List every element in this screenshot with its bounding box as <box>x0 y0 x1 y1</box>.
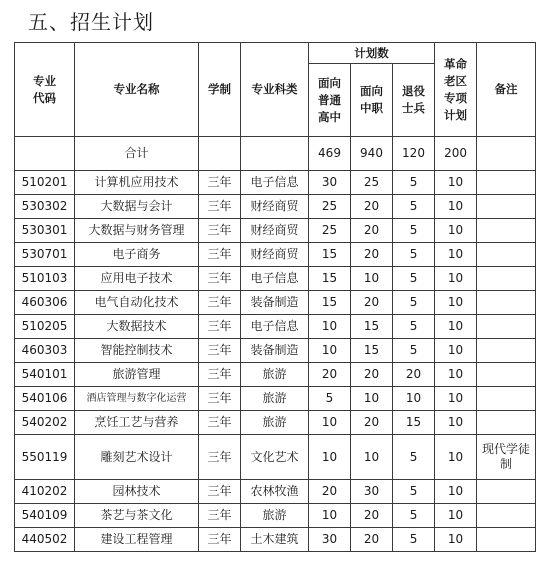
code-cell: 530701 <box>15 243 75 267</box>
name-cell: 旅游管理 <box>75 363 199 387</box>
vocational-cell: 20 <box>351 363 393 387</box>
note-cell <box>477 195 536 219</box>
note-cell <box>477 171 536 195</box>
code-cell: 530301 <box>15 219 75 243</box>
total-vocational: 940 <box>351 137 393 171</box>
veterans-cell: 5 <box>393 171 435 195</box>
category-cell: 装备制造 <box>241 339 309 363</box>
general-high-school-cell: 25 <box>309 195 351 219</box>
revolutionary-area-cell: 10 <box>435 528 477 552</box>
name-cell: 烹饪工艺与营养 <box>75 411 199 435</box>
vocational-cell: 15 <box>351 339 393 363</box>
general-high-school-cell: 25 <box>309 219 351 243</box>
veterans-cell: 5 <box>393 195 435 219</box>
duration-cell: 三年 <box>199 387 241 411</box>
general-high-school-cell: 10 <box>309 411 351 435</box>
name-cell: 酒店管理与数字化运营 <box>75 387 199 411</box>
general-high-school-cell: 10 <box>309 504 351 528</box>
vocational-cell: 30 <box>351 480 393 504</box>
general-high-school-cell: 10 <box>309 339 351 363</box>
header-category: 专业科类 <box>241 43 309 137</box>
name-cell: 智能控制技术 <box>75 339 199 363</box>
table-row <box>15 363 536 387</box>
table-row <box>15 435 536 480</box>
duration-cell: 三年 <box>199 291 241 315</box>
total-duration-cell <box>199 137 241 171</box>
veterans-cell: 5 <box>393 339 435 363</box>
duration-cell: 三年 <box>199 339 241 363</box>
vocational-cell: 20 <box>351 528 393 552</box>
duration-cell: 三年 <box>199 315 241 339</box>
header-duration: 学制 <box>199 43 241 137</box>
category-cell: 土木建筑 <box>241 528 309 552</box>
veterans-cell: 10 <box>393 387 435 411</box>
revolutionary-area-cell: 10 <box>435 219 477 243</box>
code-cell: 460306 <box>15 291 75 315</box>
revolutionary-area-cell: 10 <box>435 291 477 315</box>
revolutionary-area-cell: 10 <box>435 195 477 219</box>
veterans-cell: 5 <box>393 291 435 315</box>
revolutionary-area-cell: 10 <box>435 504 477 528</box>
duration-cell: 三年 <box>199 219 241 243</box>
vocational-cell: 20 <box>351 243 393 267</box>
code-cell: 540109 <box>15 504 75 528</box>
category-cell: 装备制造 <box>241 291 309 315</box>
code-cell: 510201 <box>15 171 75 195</box>
note-cell <box>477 504 536 528</box>
enrollment-plan-table <box>14 42 536 552</box>
revolutionary-area-cell: 10 <box>435 363 477 387</box>
general-high-school-cell: 10 <box>309 435 351 480</box>
table-row <box>15 480 536 504</box>
code-cell: 550119 <box>15 435 75 480</box>
table-row <box>15 528 536 552</box>
revolutionary-area-cell: 10 <box>435 435 477 480</box>
revolutionary-area-cell: 10 <box>435 387 477 411</box>
vocational-cell: 20 <box>351 504 393 528</box>
general-high-school-cell: 15 <box>309 243 351 267</box>
name-cell: 大数据与会计 <box>75 195 199 219</box>
total-category-cell <box>241 137 309 171</box>
table-row <box>15 411 536 435</box>
table-row <box>15 267 536 291</box>
veterans-cell: 5 <box>393 480 435 504</box>
note-cell <box>477 267 536 291</box>
duration-cell: 三年 <box>199 243 241 267</box>
duration-cell: 三年 <box>199 267 241 291</box>
note-cell: 现代学徒制 <box>477 435 536 480</box>
veterans-cell: 5 <box>393 219 435 243</box>
category-cell: 旅游 <box>241 363 309 387</box>
revolutionary-area-cell: 10 <box>435 171 477 195</box>
veterans-cell: 20 <box>393 363 435 387</box>
total-revolutionary-area: 200 <box>435 137 477 171</box>
category-cell: 电子信息 <box>241 171 309 195</box>
code-cell: 510205 <box>15 315 75 339</box>
total-general-high-school: 469 <box>309 137 351 171</box>
general-high-school-cell: 30 <box>309 171 351 195</box>
vocational-cell: 10 <box>351 387 393 411</box>
veterans-cell: 5 <box>393 243 435 267</box>
duration-cell: 三年 <box>199 435 241 480</box>
veterans-cell: 5 <box>393 504 435 528</box>
general-high-school-cell: 15 <box>309 267 351 291</box>
category-cell: 电子信息 <box>241 315 309 339</box>
duration-cell: 三年 <box>199 195 241 219</box>
general-high-school-cell: 5 <box>309 387 351 411</box>
veterans-cell: 5 <box>393 528 435 552</box>
name-cell: 计算机应用技术 <box>75 171 199 195</box>
note-cell <box>477 363 536 387</box>
code-cell: 540101 <box>15 363 75 387</box>
category-cell: 电子信息 <box>241 267 309 291</box>
table-row <box>15 504 536 528</box>
duration-cell: 三年 <box>199 171 241 195</box>
table-row <box>15 387 536 411</box>
category-cell: 文化艺术 <box>241 435 309 480</box>
category-cell: 旅游 <box>241 504 309 528</box>
vocational-cell: 20 <box>351 411 393 435</box>
total-code-cell <box>15 137 75 171</box>
code-cell: 410202 <box>15 480 75 504</box>
category-cell: 旅游 <box>241 387 309 411</box>
vocational-cell: 20 <box>351 291 393 315</box>
category-cell: 农林牧渔 <box>241 480 309 504</box>
name-cell: 园林技术 <box>75 480 199 504</box>
total-note-cell <box>477 137 536 171</box>
note-cell <box>477 291 536 315</box>
name-cell: 建设工程管理 <box>75 528 199 552</box>
total-label: 合计 <box>75 137 199 171</box>
total-row <box>15 137 536 171</box>
header-name: 专业名称 <box>75 43 199 137</box>
duration-cell: 三年 <box>199 504 241 528</box>
table-row <box>15 171 536 195</box>
duration-cell: 三年 <box>199 528 241 552</box>
name-cell: 大数据与财务管理 <box>75 219 199 243</box>
note-cell <box>477 387 536 411</box>
duration-cell: 三年 <box>199 411 241 435</box>
code-cell: 460303 <box>15 339 75 363</box>
veterans-cell: 5 <box>393 315 435 339</box>
code-cell: 510103 <box>15 267 75 291</box>
veterans-cell: 15 <box>393 411 435 435</box>
name-cell: 应用电子技术 <box>75 267 199 291</box>
duration-cell: 三年 <box>199 480 241 504</box>
vocational-cell: 10 <box>351 267 393 291</box>
note-cell <box>477 339 536 363</box>
code-cell: 540202 <box>15 411 75 435</box>
revolutionary-area-cell: 10 <box>435 480 477 504</box>
name-cell: 电子商务 <box>75 243 199 267</box>
name-cell: 大数据技术 <box>75 315 199 339</box>
revolutionary-area-cell: 10 <box>435 411 477 435</box>
veterans-cell: 5 <box>393 435 435 480</box>
table-row <box>15 291 536 315</box>
veterans-cell: 5 <box>393 267 435 291</box>
general-high-school-cell: 10 <box>309 315 351 339</box>
category-cell: 财经商贸 <box>241 243 309 267</box>
vocational-cell: 20 <box>351 219 393 243</box>
note-cell <box>477 243 536 267</box>
revolutionary-area-cell: 10 <box>435 243 477 267</box>
general-high-school-cell: 20 <box>309 363 351 387</box>
table-row <box>15 195 536 219</box>
revolutionary-area-cell: 10 <box>435 315 477 339</box>
header-general-high-school: 面向 普通 高中 <box>309 64 351 137</box>
header-note: 备注 <box>477 43 536 137</box>
note-cell <box>477 219 536 243</box>
header-plan-group: 计划数 <box>309 43 435 64</box>
section-title: 五、招生计划 <box>28 10 154 34</box>
table-row <box>15 315 536 339</box>
header-veterans: 退役 士兵 <box>393 64 435 137</box>
revolutionary-area-cell: 10 <box>435 267 477 291</box>
total-veterans: 120 <box>393 137 435 171</box>
table-row <box>15 243 536 267</box>
general-high-school-cell: 20 <box>309 480 351 504</box>
vocational-cell: 20 <box>351 195 393 219</box>
vocational-cell: 15 <box>351 315 393 339</box>
header-vocational: 面向 中职 <box>351 64 393 137</box>
duration-cell: 三年 <box>199 363 241 387</box>
code-cell: 540106 <box>15 387 75 411</box>
note-cell <box>477 480 536 504</box>
general-high-school-cell: 15 <box>309 291 351 315</box>
category-cell: 旅游 <box>241 411 309 435</box>
name-cell: 雕刻艺术设计 <box>75 435 199 480</box>
name-cell: 电气自动化技术 <box>75 291 199 315</box>
category-cell: 财经商贸 <box>241 195 309 219</box>
note-cell <box>477 528 536 552</box>
code-cell: 530302 <box>15 195 75 219</box>
header-revolutionary-area: 革命 老区 专项 计划 <box>435 43 477 137</box>
vocational-cell: 10 <box>351 435 393 480</box>
header-code: 专业 代码 <box>15 43 75 137</box>
general-high-school-cell: 30 <box>309 528 351 552</box>
code-cell: 440502 <box>15 528 75 552</box>
note-cell <box>477 411 536 435</box>
category-cell: 财经商贸 <box>241 219 309 243</box>
table-row <box>15 339 536 363</box>
vocational-cell: 25 <box>351 171 393 195</box>
name-cell: 茶艺与茶文化 <box>75 504 199 528</box>
revolutionary-area-cell: 10 <box>435 339 477 363</box>
note-cell <box>477 315 536 339</box>
table-row <box>15 219 536 243</box>
